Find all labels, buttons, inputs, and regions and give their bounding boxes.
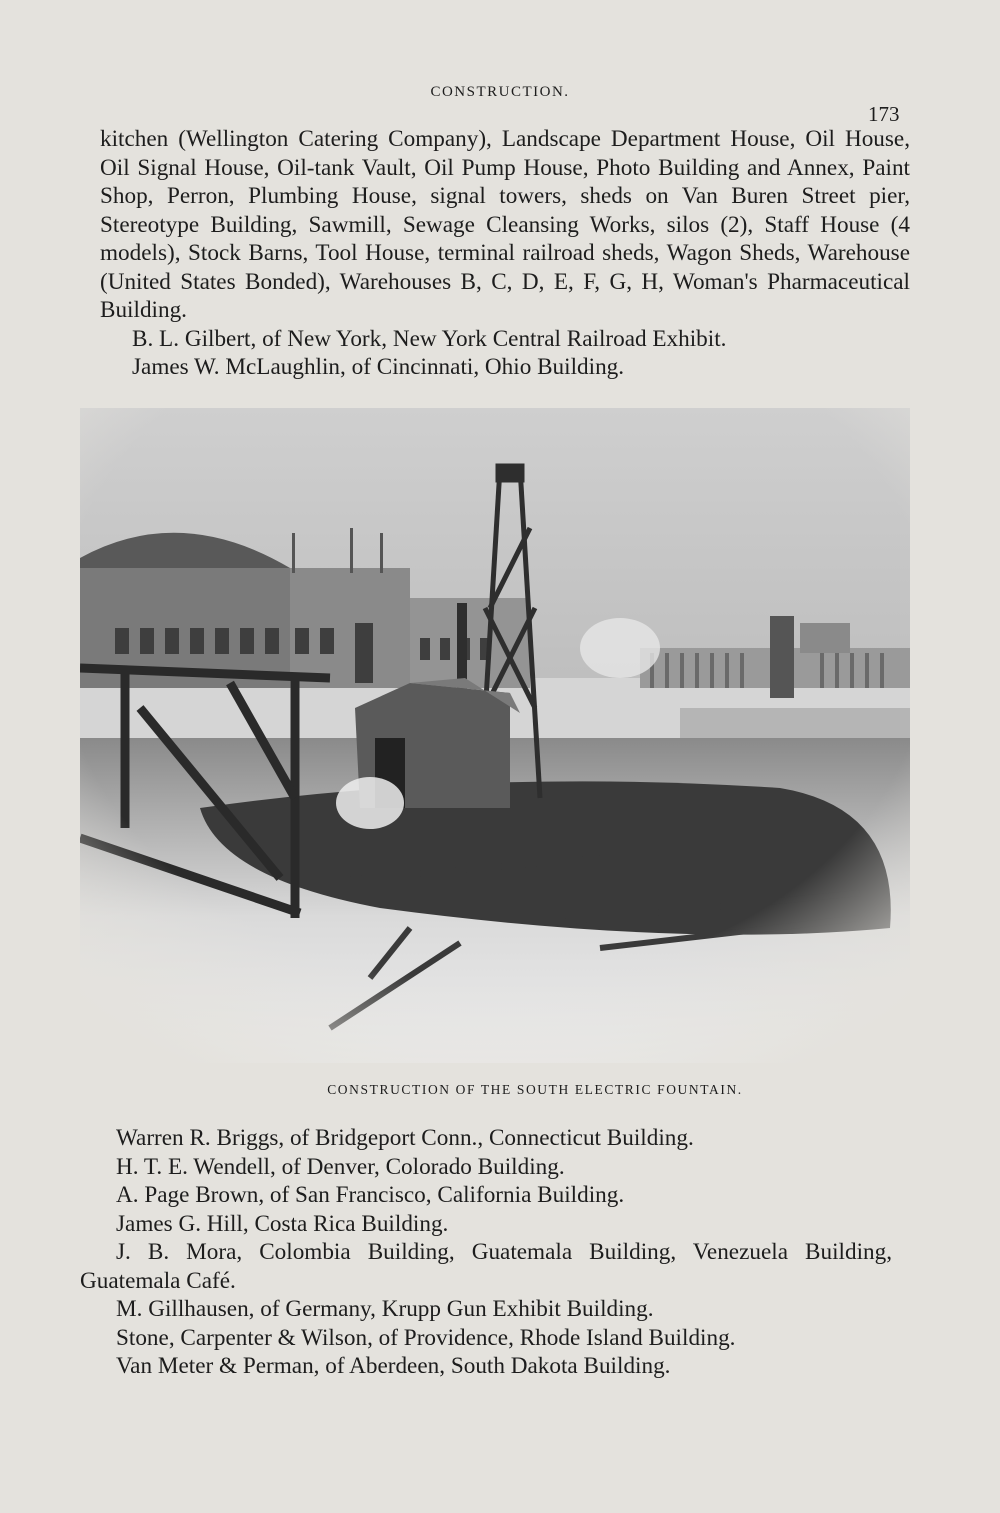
paragraph-building-list: kitchen (Wellington Catering Company), Landscape Department House, Oil House, Oil Signal House, Oil-tank Vault, Oil Pump House, Photo Building and Annex, Paint Shop, Perron, Plumbing House, signal towers, sheds on Van Buren Street pier, Stereotype Building, Sawmill, Sewage Cleansing Works, silos (2), Staff House (4 models), Stock Barns, Tool House, terminal railroad sheds, Wagon Sheds, Warehouse (United States Bonded), Warehouses B, C, D, E, F, G, H, Woman's Pharmaceutical Building. [100,126,910,323]
architect-entry: A. Page Brown, of San Francisco, California Building. [116,1182,625,1208]
photo-illustration [80,408,910,1063]
construction-photograph [80,408,910,1063]
paragraph-gilbert: B. L. Gilbert, of New York, New York Central Railroad Exhibit. [132,325,727,352]
top-text-block [100,125,910,382]
architect-entry: M. Gillhausen, of Germany, Krupp Gun Exhibit Building. [116,1296,654,1322]
architect-entry: H. T. E. Wendell, of Denver, Colorado Building. [116,1153,565,1180]
architect-entry: Warren R. Briggs, of Bridgeport Conn., Connecticut Building. [116,1125,694,1151]
architect-entry: James G. Hill, Costa Rica Building. [116,1210,449,1237]
architect-entry: Stone, Carpenter & Wilson, of Providence, Rhode Island Building. [116,1324,736,1351]
architect-entry: Van Meter & Perman, of Aberdeen, South Dakota Building. [116,1353,671,1379]
paragraph-mclaughlin: James W. McLaughlin, of Cincinnati, Ohio Building. [132,354,625,380]
architect-entry: J. B. Mora, Colombia Building, Guatemala Building, Venezuela Building, Guatemala Café. [80,1239,892,1294]
photo-vignette [80,408,910,1063]
bottom-text-block [80,1124,892,1381]
figure-caption: CONSTRUCTION OF THE SOUTH ELECTRIC FOUNTAIN. [327,1082,743,1097]
page-number: 173 [868,102,900,126]
running-title: CONSTRUCTION. [430,84,570,100]
